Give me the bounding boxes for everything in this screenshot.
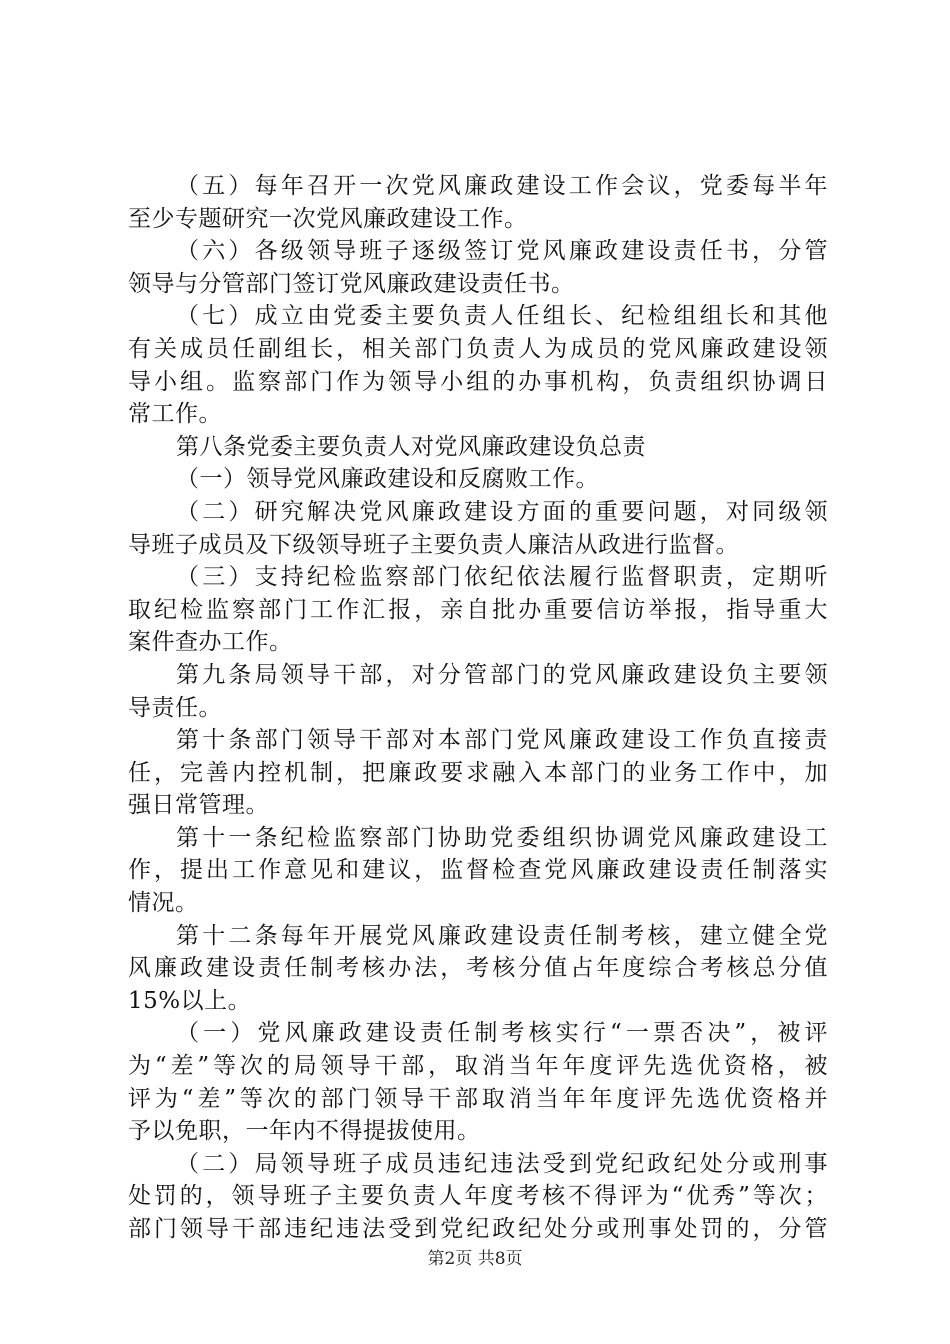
- text-line: （二）局领导班子成员违纪违法受到党纪政纪处分或刑事: [176, 1150, 828, 1177]
- text-line: 第十一条纪检监察部门协助党委组织协调党风廉政建设工: [176, 824, 828, 851]
- document-body: [128, 170, 828, 1246]
- text-line: 至少专题研究一次党风廉政建设工作。: [128, 205, 528, 232]
- text-line: （六）各级领导班子逐级签订党风廉政建设责任书，分管: [176, 238, 828, 265]
- text-line: 作，提出工作意见和建议，监督检查党风廉政建设责任制落实: [128, 857, 828, 884]
- text-line: 领导与分管部门签订党风廉政建设责任书。: [128, 270, 575, 297]
- text-line: （一）领导党风廉政建设和反腐败工作。: [176, 466, 599, 493]
- text-line: （二）研究解决党风廉政建设方面的重要问题，对同级领: [176, 498, 828, 525]
- text-line: 导班子成员及下级领导班子主要负责人廉洁从政进行监督。: [128, 531, 739, 558]
- text-line: 导小组。监察部门作为领导小组的办事机构，负责组织协调日: [128, 368, 828, 395]
- text-line: 部门领导干部违纪违法受到党纪政纪处分或刑事处罚的，分管: [128, 1216, 828, 1242]
- text-line: 任，完善内控机制，把廉政要求融入本部门的业务工作中，加: [128, 759, 828, 786]
- text-line: 第八条党委主要负责人对党风廉政建设负总责: [176, 433, 646, 460]
- text-line: （三）支持纪检监察部门依纪依法履行监督职责，定期听: [176, 564, 828, 591]
- text-line: 15%以上。: [128, 987, 252, 1014]
- text-line: 风廉政建设责任制考核办法，考核分值占年度综合考核总分值: [128, 955, 828, 982]
- text-line: 处罚的，领导班子主要负责人年度考核不得评为“优秀”等次；: [128, 1183, 828, 1210]
- text-line: 案件查办工作。: [128, 629, 293, 656]
- text-line: 为“差”等次的局领导干部，取消当年年度评先选优资格，被: [128, 1053, 828, 1080]
- text-line: 评为“差”等次的部门领导干部取消当年年度评先选优资格并: [128, 1085, 828, 1112]
- text-line: （五）每年召开一次党风廉政建设工作会议，党委每半年: [176, 173, 828, 199]
- page-footer: 第2页 共8页: [427, 1249, 523, 1269]
- text-line: 情况。: [128, 890, 199, 917]
- text-line: （七）成立由党委主要负责人任组长、纪检组组长和其他: [176, 303, 828, 330]
- text-line: 有关成员任副组长，相关部门负责人为成员的党风廉政建设领: [128, 335, 828, 362]
- text-line: 强日常管理。: [128, 792, 269, 819]
- text-line: 第十二条每年开展党风廉政建设责任制考核，建立健全党: [176, 922, 828, 949]
- text-line: （一）党风廉政建设责任制考核实行“一票否决”，被评: [176, 1020, 828, 1047]
- text-line: 第十条部门领导干部对本部门党风廉政建设工作负直接责: [176, 727, 828, 754]
- text-line: 予以免职，一年内不得提拔使用。: [128, 1118, 481, 1145]
- text-line: 导责任。: [128, 694, 222, 721]
- text-line: 第九条局领导干部，对分管部门的党风廉政建设负主要领: [176, 661, 828, 688]
- text-line: 常工作。: [128, 401, 222, 428]
- text-line: 取纪检监察部门工作汇报，亲自批办重要信访举报，指导重大: [128, 596, 828, 623]
